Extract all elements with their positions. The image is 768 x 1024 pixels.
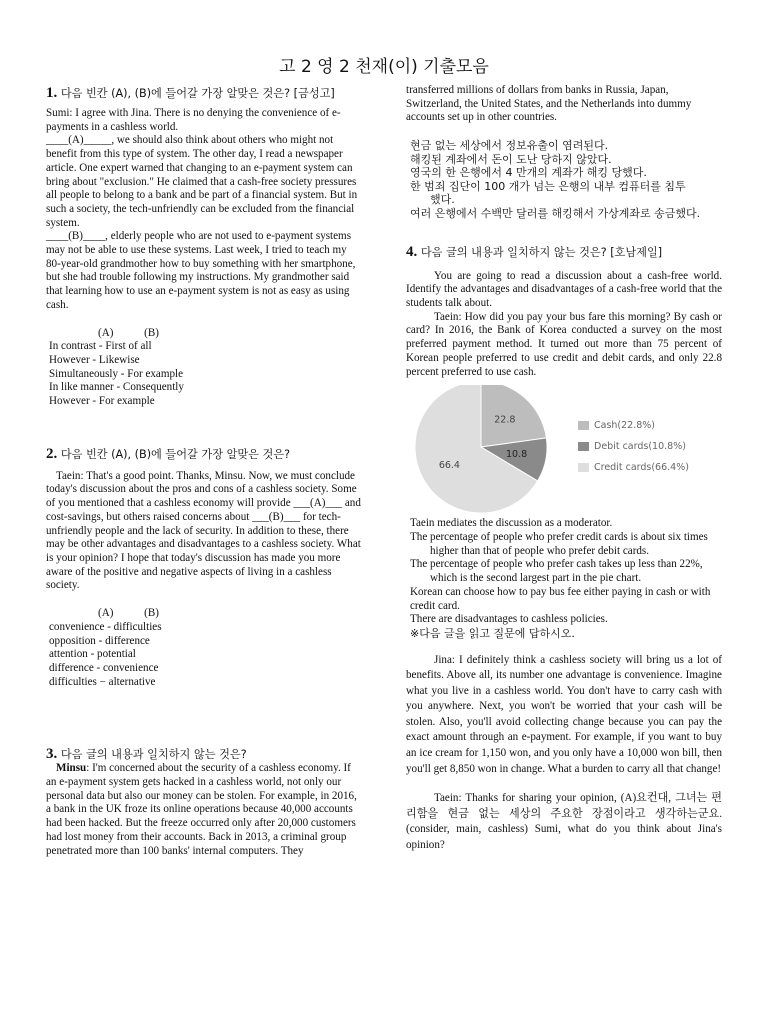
speaker-name: Minsu (56, 762, 87, 775)
answer-choice: Simultaneously - For example (49, 367, 184, 380)
answer-choice: However - For example (49, 395, 155, 408)
question-1-choices (46, 340, 364, 409)
taein-passage: Taein: Thanks for sharing your opinion, (A)요컨대, 그녀는 편리함을 현금 없는 세상의 주요한 장점이라고 생각하는군요. (consider, main, cashless) Sumi, what do you think about Jina's opinion? (406, 792, 722, 852)
question-4-passage: Taein: How did you pay your bus fare this morning? By cash or card? In 2016, the Bank of Korea conducted a survey on the most preferred payment method. It turned out more than 75 percent of Korean people preferred to use credit and debit cards, and only 22.8 percent preferred to use cash. (406, 310, 722, 378)
choice-header: (A) (B) (98, 326, 159, 339)
legend-label: Debit cards(10.8%) (594, 440, 686, 452)
question-number: 3. (46, 746, 58, 763)
question-4-intro: You are going to read a discussion about a cash-free world. Identify the advantages and disadvantages of a cash-free world that the students talk about. (406, 269, 722, 310)
question-3-passage (46, 762, 364, 858)
question-prompt: 다음 빈칸 (A), (B)에 들어갈 가장 알맞은 것은? (60, 447, 291, 461)
question-3-statements (406, 139, 722, 221)
answer-choice: However - Likewise (49, 353, 140, 366)
answer-choice: In contrast - First of all (49, 340, 152, 353)
question-3-heading (46, 747, 364, 762)
question-1-heading (46, 86, 364, 101)
legend-label: Credit cards(66.4%) (594, 461, 689, 473)
pie-chart (406, 385, 722, 513)
answer-choice: difference - convenience (49, 661, 159, 674)
answer-choice: convenience - difficulties (49, 620, 162, 633)
statement-option: The percentage of people who prefer credit cards is about six times higher than that of people who prefer debit cards. (410, 531, 708, 557)
question-4-heading (406, 245, 722, 260)
question-prompt: 다음 글의 내용과 일치하지 않는 것은? (60, 748, 247, 762)
instruction-line: ※다음 글을 읽고 질문에 답하시오. (410, 626, 575, 640)
right-column (406, 84, 722, 854)
question-2-heading (46, 447, 364, 462)
page-title: 고 2 영 2 천재(이) 기출모음 (279, 57, 489, 77)
pie-data-label: 66.4 (438, 460, 460, 472)
statement-option: 영국의 한 은행에서 4 만개의 계좌가 해킹 당했다. (410, 166, 647, 180)
question-2-choices (46, 621, 364, 690)
statement-option: 해킹된 계좌에서 돈이 도난 당하지 않았다. (410, 152, 612, 166)
question-4-statements (406, 517, 722, 627)
legend-swatch (578, 463, 589, 472)
answer-choice: opposition - difference (49, 634, 150, 647)
statement-option: There are disadvantages to cashless policies. (410, 613, 608, 626)
legend-swatch (578, 421, 589, 430)
question-prompt: 다음 글의 내용과 일치하지 않는 것은? [호남제일] (420, 245, 663, 259)
legend-entry (578, 457, 689, 478)
pie-data-label: 10.8 (505, 449, 528, 461)
question-number: 2. (46, 445, 58, 462)
left-column (46, 86, 364, 858)
pie-data-label: 22.8 (494, 414, 516, 426)
passage-text: : I'm concerned about the security of a cashless economy. If an e-payment system gets hacked in a cashless world, not only our personal data but also our money can be stolen. For example, in 2016, a bank in the UK froze its online operations because 40,000 accounts had been hacked. But the freeze occurred only after 20,000 customers had lost money from their accounts. Back in 2013, a criminal group penetrated more than 100 banks' internal computers. They (46, 762, 357, 857)
statement-option: Korean can choose how to pay bus fee either paying in cash or with credit card. (410, 585, 711, 612)
legend-entry (578, 415, 689, 436)
question-prompt: 다음 빈칸 (A), (B)에 들어갈 가장 알맞은 것은? [금성고] (60, 87, 335, 100)
question-3-passage-continued: transferred millions of dollars from banks in Russia, Japan, Switzerland, the United States, and the Netherlands into dummy accounts set up in other countries. (406, 84, 692, 124)
question-number: 1. (46, 85, 58, 101)
choice-header: (A) (B) (98, 607, 159, 620)
question-1-passage (46, 107, 364, 313)
legend-entry (578, 436, 689, 457)
pie-chart-svg (406, 385, 556, 513)
legend-swatch (578, 442, 589, 451)
chart-legend (578, 415, 689, 478)
answer-choice: In like manner - Consequently (49, 381, 184, 394)
statement-option: Taein mediates the discussion as a moderator. (410, 517, 613, 530)
answer-choice: difficulties − alternative (49, 675, 156, 688)
passage-paragraph: ____(A)_____, we should also think about others who might not benefit from this type of system. The other day, I read a newspaper article. One expert warned that changing to an e-payment system can bring about "exclusion." He claimed that a cash-free society pressures all people to belong to a bank and be part of a financial system. But in such a society, the tech-unfriendly can be excluded from the financial system. (46, 134, 358, 229)
statement-option: 한 범죄 집단이 100 개가 넘는 은행의 내부 컴퓨터를 침투했다. (410, 179, 686, 207)
legend-label: Cash(22.8%) (594, 419, 656, 431)
passage-paragraph: ____(B)____, elderly people who are not used to e-payment systems may not be able to use these systems. Last week, I tried to teach my 80-year-old grandmother how to buy something with her smartphone, but she had trouble following my instructions. My grandmother said that learning how to use an e-payment system is not as easy as using cash. (46, 230, 356, 311)
statement-option: 현금 없는 세상에서 정보유출이 염려된다. (410, 139, 609, 153)
question-2-passage: Taein: That's a good point. Thanks, Minsu. Now, we must conclude today's discussion about the pros and cons of a cashless society. Some of you mentioned that a cashless economy will provide ___(A)___ and cost-savings, but others raised concerns about ___(B)___ for tech-unfriendly people and the lack of security. In addition to these, there may be other advantages and disadvantages to a cashless society. What is your opinion? I hope that today's discussion has made you more aware of the positive and negative aspects of living in a cashless society. (46, 469, 361, 592)
statement-option: The percentage of people who prefer cash takes up less than 22%, which is the second largest part in the pie chart. (410, 558, 703, 585)
answer-choice: attention - potential (49, 648, 136, 661)
question-number: 4. (406, 243, 418, 260)
jina-passage: Jina: I definitely think a cashless society will bring us a lot of benefits. Above all, its number one advantage is convenience. Imagine what you live in a cashless world. You don't have to carry cash with you anywhere. Next, you won't be worried that your cash will be stolen. Also, you'll avoid collecting change because you can pay the exact amount through an e-payment. For example, if you want to buy an ice cream for 1,150 won, and you only have a 10,000 won bill, then you'll get 8,850 won in change. What a burden to carry all that change! (406, 653, 722, 775)
statement-option: 여러 은행에서 수백만 달러를 해킹해서 가상계좌로 송금했다. (410, 207, 701, 221)
passage-paragraph: Sumi: I agree with Jina. There is no denying the convenience of e-payments in a cashless world. (46, 107, 341, 133)
